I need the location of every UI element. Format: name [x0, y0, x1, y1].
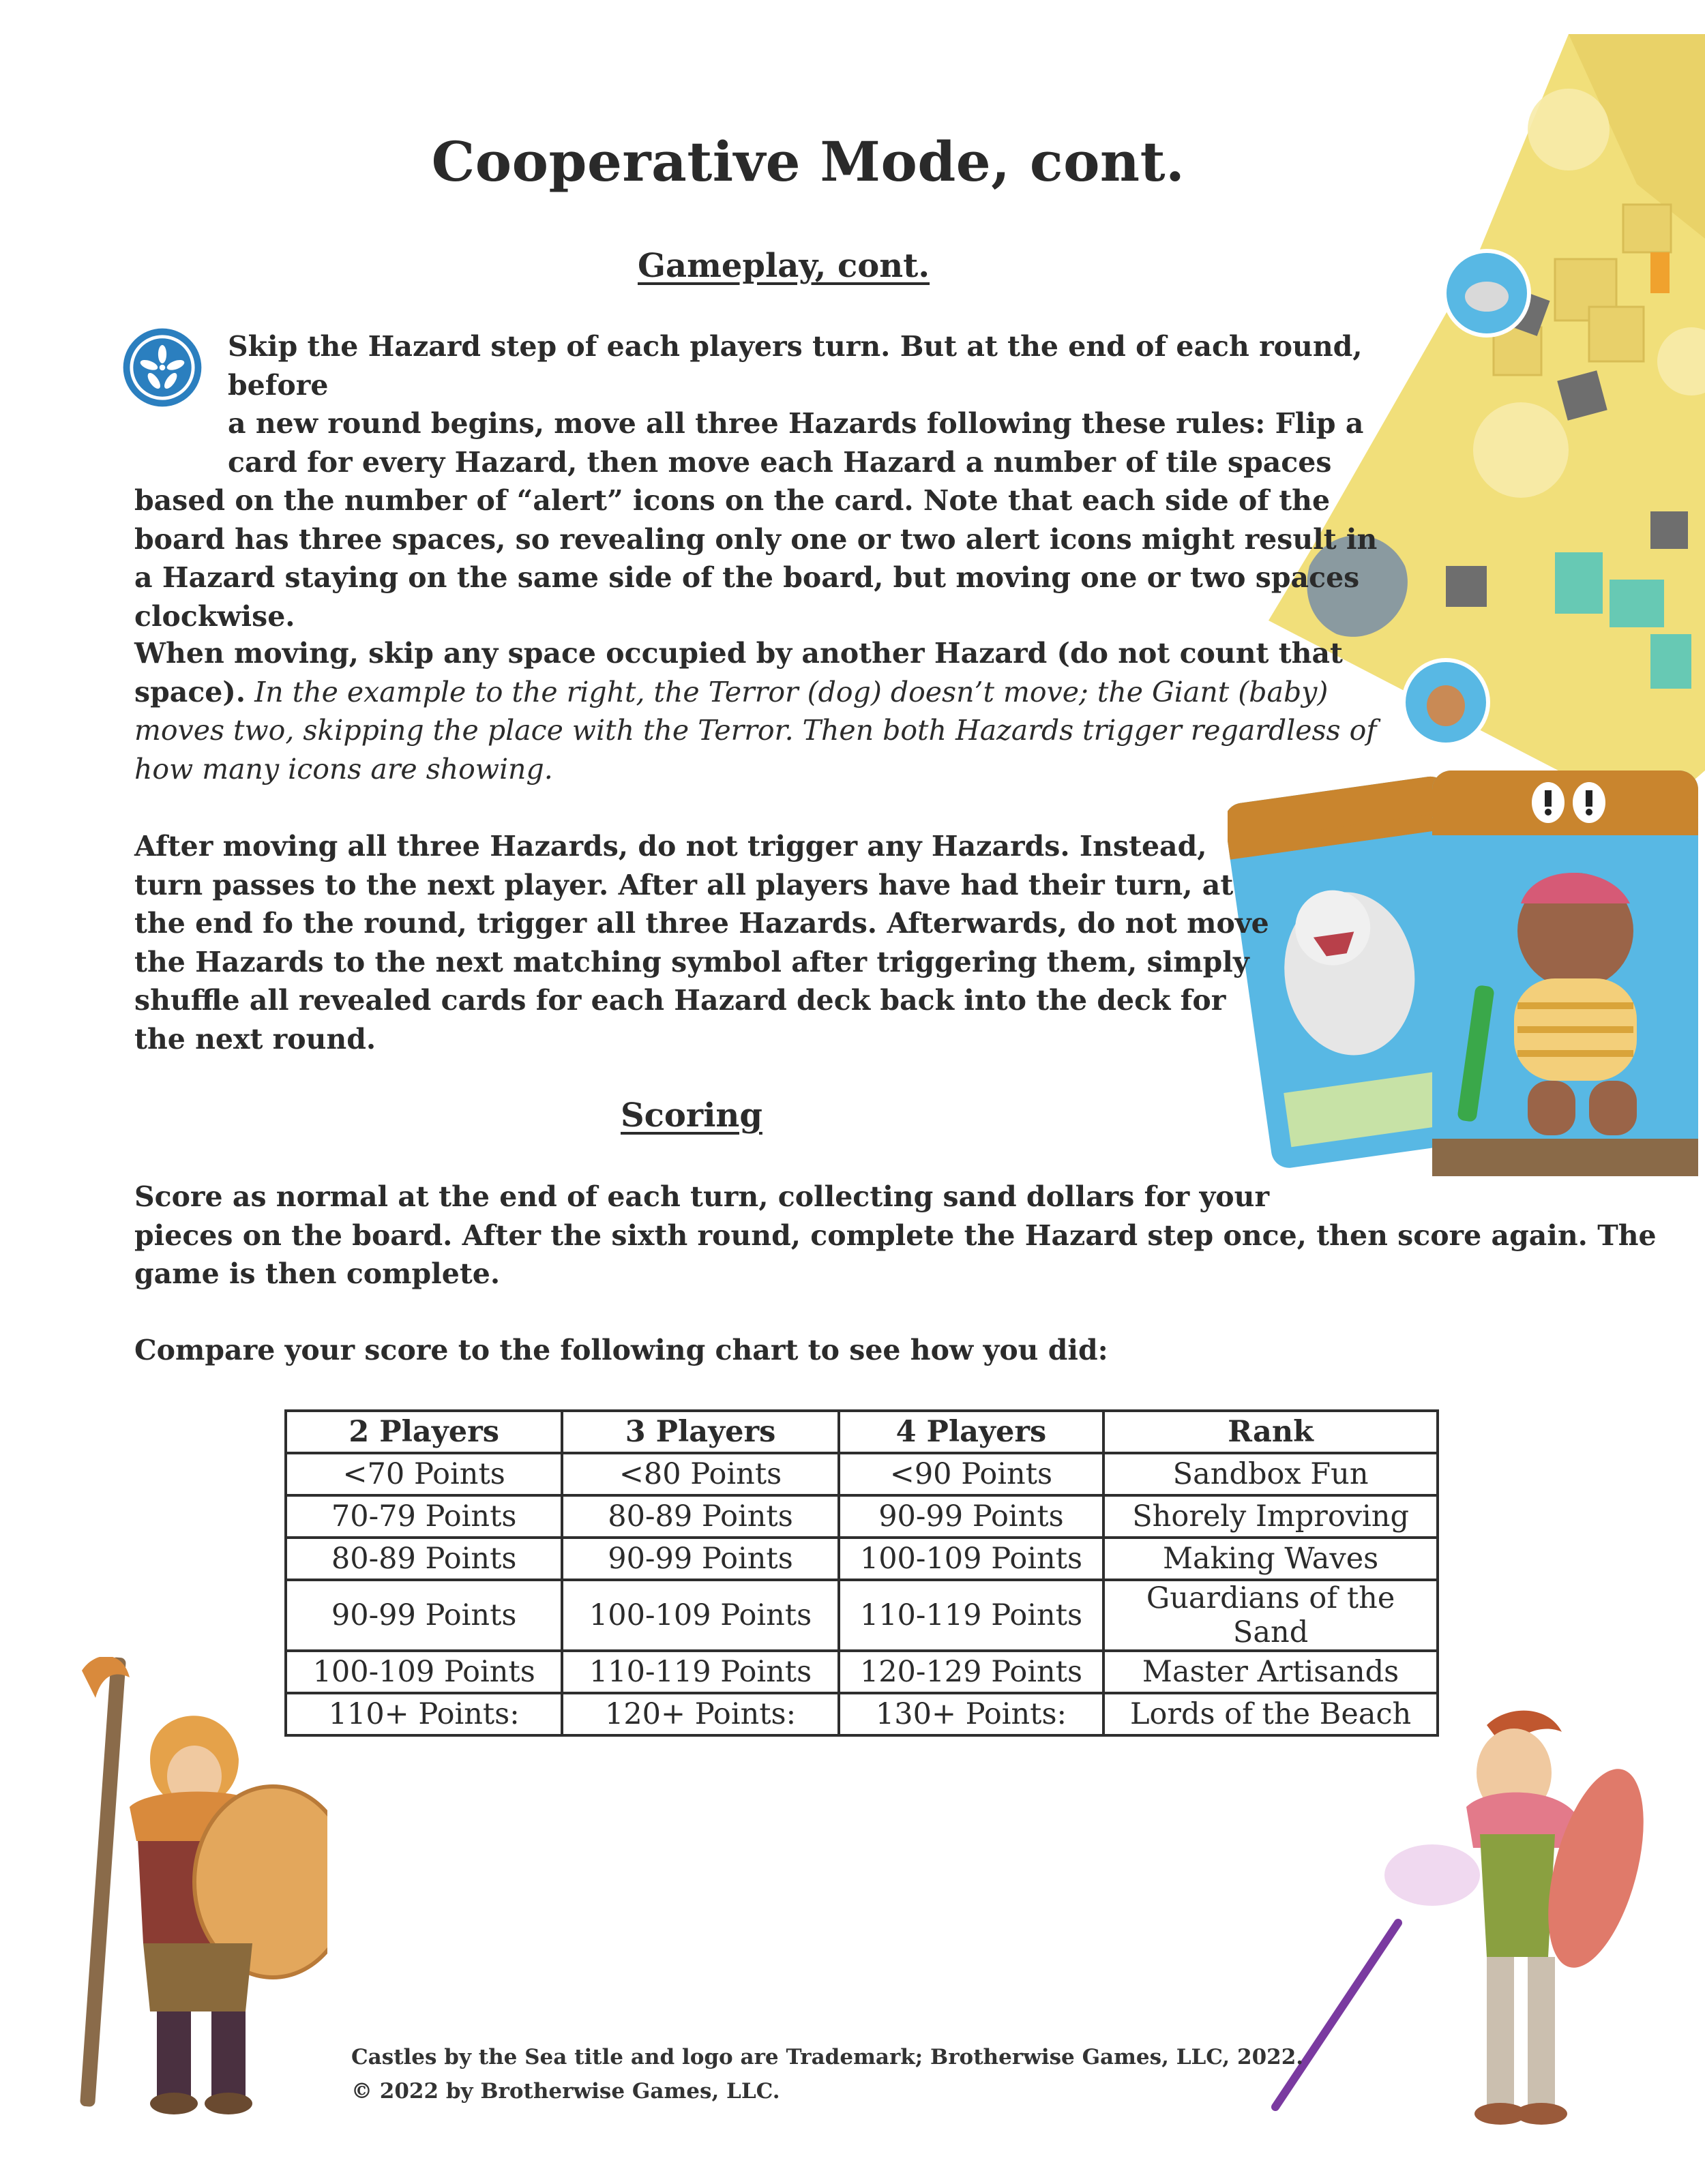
text-line: Skip the Hazard step of each players turn. But at the end of each round, before	[228, 330, 1363, 402]
text-line: Score as normal at the end of each turn, collecting sand dollars for your	[134, 1180, 1270, 1213]
table-row	[286, 1580, 1438, 1651]
table-cell: 130+ Points:	[839, 1693, 1103, 1735]
text-line: After moving all three Hazards, do not trigger any Hazards. Instead,	[134, 830, 1207, 863]
hazard-cards-illustration	[1228, 760, 1705, 1183]
text-line	[134, 673, 1430, 712]
table-cell: 90-99 Points	[562, 1538, 838, 1580]
alert-icon	[1573, 782, 1605, 823]
text-line: a Hazard staying on the same side of the board, but moving one or two spaces	[134, 561, 1360, 594]
text-line: based on the number of “alert” icons on the card. Note that each side of the	[134, 484, 1331, 517]
example-text: how many icons are showing.	[134, 752, 553, 786]
gameplay-paragraph-3	[134, 827, 1294, 1058]
table-cell: Guardians of the Sand	[1103, 1580, 1438, 1651]
table-cell: 100-109 Points	[562, 1580, 838, 1651]
table-cell: 80-89 Points	[286, 1538, 562, 1580]
table-cell: <80 Points	[562, 1453, 838, 1495]
table-cell: 120-129 Points	[839, 1651, 1103, 1693]
example-text: In the example to the right, the Terror (dog) doesn’t move; the Giant (baby)	[246, 675, 1329, 708]
table-row	[286, 1693, 1438, 1735]
copyright-line: © 2022 by Brotherwise Games, LLC.	[351, 2079, 780, 2104]
scoring-heading: Scoring	[621, 1096, 762, 1135]
text-line: the Hazards to the next matching symbol after triggering them, simply	[134, 945, 1249, 978]
column-header: 4 Players	[839, 1411, 1103, 1453]
trademark-line: Castles by the Sea title and logo are Trademark; Brotherwise Games, LLC, 2022.	[351, 2045, 1304, 2069]
table-row	[286, 1538, 1438, 1580]
gameplay-heading: Gameplay, cont.	[638, 247, 930, 285]
table-row	[286, 1453, 1438, 1495]
column-header: 3 Players	[562, 1411, 838, 1453]
text-line: the next round.	[134, 1022, 376, 1056]
column-header: 2 Players	[286, 1411, 562, 1453]
text-line: the end fo the round, trigger all three Hazards. Afterwards, do not move	[134, 907, 1269, 940]
rogue-character-illustration	[1262, 1698, 1644, 2134]
table-header-row	[286, 1411, 1438, 1453]
alert-icon	[1532, 782, 1565, 823]
table-cell: <70 Points	[286, 1453, 562, 1495]
text-line: game is then complete.	[134, 1257, 501, 1290]
table-cell: 70-79 Points	[286, 1495, 562, 1538]
table-cell: 100-109 Points	[286, 1651, 562, 1693]
text-line: board has three spaces, so revealing only one or two alert icons might result in	[134, 522, 1378, 556]
table-cell: <90 Points	[839, 1453, 1103, 1495]
table-cell: Shorely Improving	[1103, 1495, 1438, 1538]
example-text: moves two, skipping the place with the Terror. Then both Hazards trigger regardless of	[134, 714, 1377, 747]
text-line: shuffle all revealed cards for each Hazard deck back into the deck for	[134, 984, 1226, 1017]
table-cell: Master Artisands	[1103, 1651, 1438, 1693]
table-cell: 110-119 Points	[839, 1580, 1103, 1651]
score-rank-table	[284, 1409, 1439, 1737]
gameplay-paragraph-2	[134, 634, 1430, 788]
copyright-footer	[351, 2040, 1303, 2108]
table-cell: Sandbox Fun	[1103, 1453, 1438, 1495]
table-cell: 90-99 Points	[286, 1580, 562, 1651]
table-cell: 110-119 Points	[562, 1651, 838, 1693]
table-cell: 110+ Points:	[286, 1693, 562, 1735]
column-header: Rank	[1103, 1411, 1438, 1453]
gameplay-paragraph-1	[134, 327, 1430, 635]
text-line: pieces on the board. After the sixth round, complete the Hazard step once, then score again. The	[134, 1218, 1657, 1252]
scoring-paragraph-2: Compare your score to the following chart to see how you did:	[134, 1334, 1108, 1366]
table-cell: 120+ Points:	[562, 1693, 838, 1735]
table-cell: Lords of the Beach	[1103, 1693, 1438, 1735]
table-cell: 90-99 Points	[839, 1495, 1103, 1538]
text-line: When moving, skip any space occupied by another Hazard (do not count that	[134, 637, 1343, 670]
table-cell: 100-109 Points	[839, 1538, 1103, 1580]
scoring-paragraph-1	[134, 1178, 1669, 1293]
table-row	[286, 1651, 1438, 1693]
text-line: clockwise.	[134, 599, 295, 633]
table-cell: 80-89 Points	[562, 1495, 838, 1538]
page-title: Cooperative Mode, cont.	[431, 130, 1185, 194]
table-cell: Making Waves	[1103, 1538, 1438, 1580]
text-line: card for every Hazard, then move each Hazard a number of tile spaces	[228, 445, 1332, 479]
text-fragment: space).	[134, 675, 246, 708]
text-line: a new round begins, move all three Hazards following these rules: Flip a	[228, 407, 1364, 440]
text-line: turn passes to the next player. After all players have had their turn, at	[134, 868, 1234, 901]
table-row	[286, 1495, 1438, 1538]
